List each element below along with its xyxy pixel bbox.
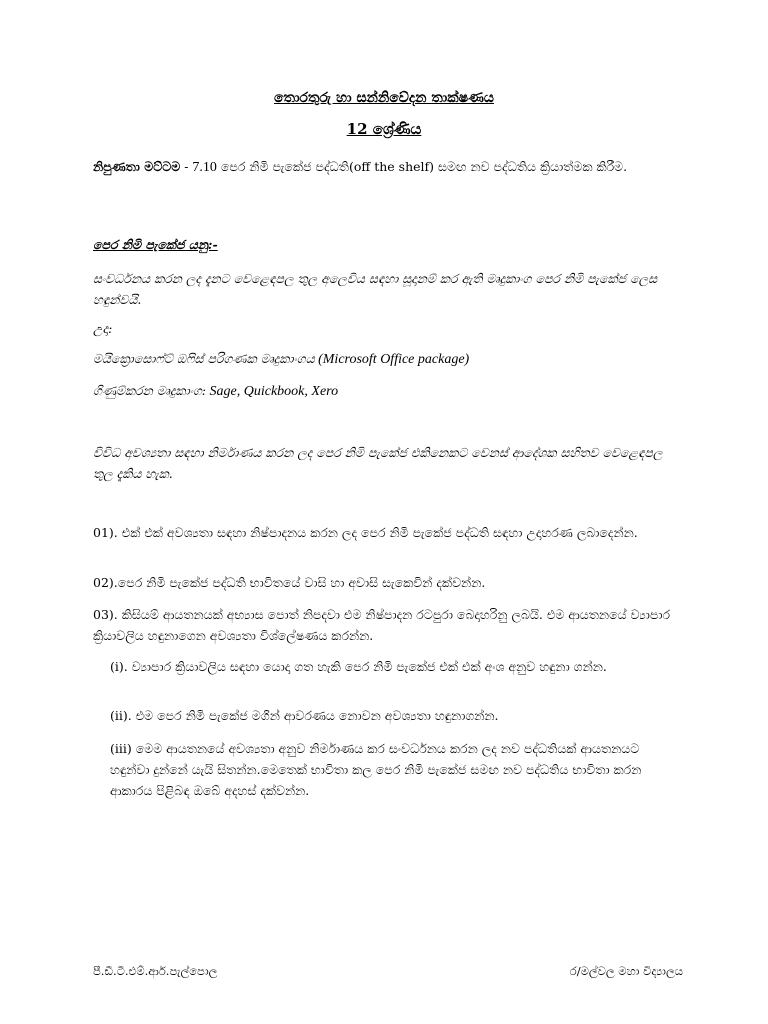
question-3-i: (i). ව්‍යාපාර ක්‍රියාවලිය සඳහා යොදා ගත හැකි පෙර නිමි පැකේජ එක් එක් අංශ අනුව හඳුනා ගන්න.: [110, 659, 607, 674]
definition-note: විවිධ අවශ්‍යතා සඳහා නිර්මාණය කරන ලද පෙර නිමි පැකේජ එකිනෙකට වෙනස් ආදේශක සහිතව වෙළෙඳපල තුල දැකිය හැක.: [93, 445, 663, 481]
question-3-ii: (ii). එම පෙර නිමි පැකේජ මගින් ආවරණය නොවන අවශ්‍යතා හඳුනාගන්න.: [110, 708, 499, 723]
competency-statement: [93, 156, 683, 178]
question-3-iii: (iii) මෙම ආයතනයේ අවශ්‍යතා අනුව නිර්මාණය කර සංවර්ධනය කරන ලද නව පද්ධතියක් ආයතනයට හඳුන්වා දුන්නේ යැයි සිතන්න.මෙතෙක් භාවිතා කල පෙර නිමි පැකේජ සමඟ නව පද්ධතිය භාවිතා කරන ආකාරය පිළිබඳ ඔබේ අදහස් දක්වන්න.: [110, 741, 642, 798]
example-label: උදා:: [93, 321, 113, 336]
footer-author: පී.ඩී.ටී.එම්.ආර්.පැල්පොල: [93, 964, 218, 978]
example-office: [93, 348, 683, 370]
definition-heading-text: පෙර නිමි පැකේජ යනු:-: [93, 237, 218, 252]
definition-heading: [93, 234, 683, 255]
example-accounting-en: Sage, Quickbook, Xero: [206, 384, 339, 399]
question-2: 02).පෙර නිමි පැකේජ පද්ධති භාවිතයේ වාසි හා අවාසි සැකෙවින් දක්වන්න.: [93, 575, 486, 590]
document-title: තොරතුරු හා සන්නිවේදන තාක්ෂණය: [274, 90, 494, 106]
grade-heading: 12 ශ්‍රේණිය: [346, 120, 422, 138]
competency-dash: -: [180, 159, 193, 174]
question-3: 03). කිසියම් ආයතනයක් අභ්‍යාස පොත් නිපදවා එම නිෂ්පාදන රටපුරා බෙදාහරිනු ලබයි. එම ආයතනයේ ව්‍යාපාර ක්‍රියාවලිය හඳුනාගෙන අවශ්‍යතා විශ්ලේෂණය කරන්න.: [93, 607, 670, 643]
competency-code: 7.10: [192, 160, 217, 175]
competency-text: පෙර නිමි පැකේජ පද්ධති(off the shelf) සමඟ නව පද්ධතිය ක්‍රියාත්මක කිරීම.: [216, 159, 628, 174]
footer-school: ර/මල්වල මහා විද්‍යාලය: [569, 964, 683, 978]
example-office-si: මයික්‍රොසොෆ්ට් ඔෆිස් පරිගණක මෘදුකාංගය: [93, 351, 315, 366]
definition-body: සංවර්ධනය කරන ලද දැනට වෙළෙඳපල තුල අලෙවිය සඳහා සූදානම් කර ඇති මෘදුකාංග පෙර නිමි පැකේජ ලෙස හඳුන්වයි.: [93, 271, 658, 307]
example-accounting: [93, 380, 683, 402]
question-1: 01). එක් එක් අවශ්‍යතා සඳහා නිෂ්පාදනය කරන ලද පෙර නිමි පැකේජ පද්ධති සඳහා උදාහරණ ලබාදෙන්න.: [93, 525, 638, 540]
example-office-en: (Microsoft Office package): [314, 352, 470, 367]
competency-label: නිපුණතා මට්ටම: [93, 159, 181, 174]
example-accounting-si: ගිණුම්කරන මෘදුකාංග:: [93, 383, 207, 398]
